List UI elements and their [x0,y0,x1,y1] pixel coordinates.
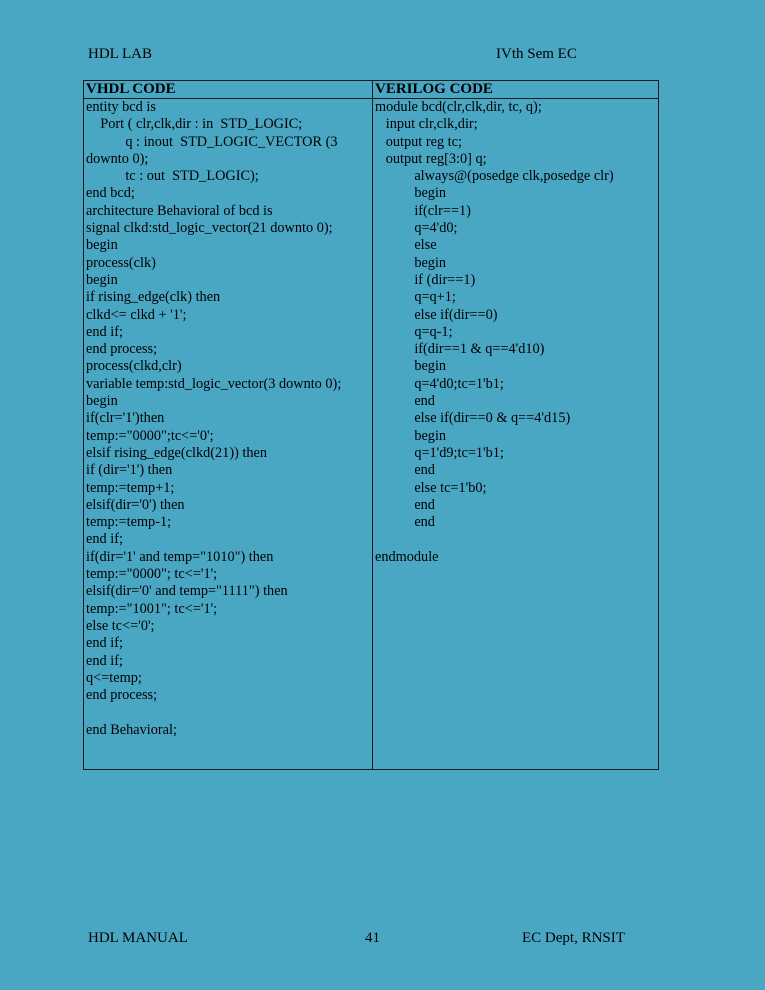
code-line: end [375,393,435,410]
code-line: output reg[3:0] q; [375,150,487,167]
code-line: else tc=1'b0; [375,479,487,496]
code-line: begin [375,427,447,444]
code-line: end process; [86,687,158,704]
code-line: begin [86,393,118,410]
code-line: end [375,514,435,531]
code-line [86,704,372,721]
verilog-heading: VERILOG CODE [373,81,658,99]
header-right-text: IVth Sem EC [496,46,577,62]
code-line: endmodule [375,548,439,565]
code-line: end if; [86,531,123,548]
code-line: temp:=temp+1; [86,479,175,496]
code-line: q=q-1; [375,323,453,340]
code-line: end [375,496,435,513]
code-line: begin [86,237,118,254]
verilog-column [372,81,658,769]
code-line: else [375,237,437,254]
code-line: temp:=temp-1; [86,514,172,531]
code-line: end process; [86,341,158,358]
footer-right-text: EC Dept, RNSIT [522,930,625,946]
page-number: 41 [365,930,380,946]
code-line: process(clkd,clr) [86,358,182,375]
code-line: always@(posedge clk,posedge clr) [375,168,614,185]
code-line: else if(dir==0 & q==4'd15) [375,410,571,427]
code-line: q=4'd0; [375,220,458,237]
code-line: if(clr='1')then [86,410,165,427]
code-line: end [375,462,435,479]
code-line: elsif(dir='0') then [86,496,185,513]
code-line: begin [375,358,447,375]
header-left-text: HDL LAB [88,46,153,62]
code-line: begin [375,185,447,202]
code-line: if(dir='1' and temp="1010") then [86,548,274,565]
code-line: architecture Behavioral of bcd is [86,202,273,219]
code-line: input clr,clk,dir; [375,116,478,133]
code-line: if rising_edge(clk) then [86,289,221,306]
verilog-code-block [373,99,658,566]
code-line: module bcd(clr,clk,dir, tc, q); [375,99,542,115]
code-line: begin [375,254,447,271]
code-line: elsif rising_edge(clkd(21)) then [86,444,268,461]
vhdl-code-block [84,99,372,739]
code-line: temp:="0000";tc<='0'; [86,427,214,444]
code-line [375,531,658,548]
code-line: if (dir='1') then [86,462,173,479]
code-line: temp:="1001"; tc<='1'; [86,600,218,617]
code-line: entity bcd is [86,99,156,115]
code-line: end if; [86,323,123,340]
code-line: q=4'd0;tc=1'b1; [375,375,504,392]
code-line: elsif(dir='0' and temp="1111") then [86,583,288,600]
code-line: Port ( clr,clk,dir : in STD_LOGIC; [86,116,303,133]
code-line: else tc<='0'; [86,617,155,634]
code-line: begin [86,271,118,288]
code-line: if (dir==1) [375,271,476,288]
code-line: signal clkd:std_logic_vector(21 downto 0); [86,220,333,237]
code-line: else if(dir==0) [375,306,498,323]
code-line: process(clk) [86,254,156,271]
code-line: end if; [86,652,123,669]
code-line: clkd<= clkd + '1'; [86,306,187,323]
code-line: tc : out STD_LOGIC); [86,168,259,185]
code-line: output reg tc; [375,133,462,150]
vhdl-column [84,81,372,769]
code-comparison-table [83,80,659,770]
code-line: temp:="0000"; tc<='1'; [86,566,218,583]
code-line: end Behavioral; [86,721,177,738]
code-line: end if; [86,635,123,652]
code-line: if(clr==1) [375,202,471,219]
code-line: if(dir==1 & q==4'd10) [375,341,545,358]
code-line: q<=temp; [86,669,142,686]
code-line: variable temp:std_logic_vector(3 downto 0); [86,375,342,392]
footer-left-text: HDL MANUAL [88,930,188,946]
code-line: q=1'd9;tc=1'b1; [375,444,504,461]
code-line: end bcd; [86,185,135,202]
code-line: q : inout STD_LOGIC_VECTOR (3 [86,133,338,150]
vhdl-heading: VHDL CODE [84,81,372,99]
code-line: downto 0); [86,150,149,167]
code-line: q=q+1; [375,289,456,306]
